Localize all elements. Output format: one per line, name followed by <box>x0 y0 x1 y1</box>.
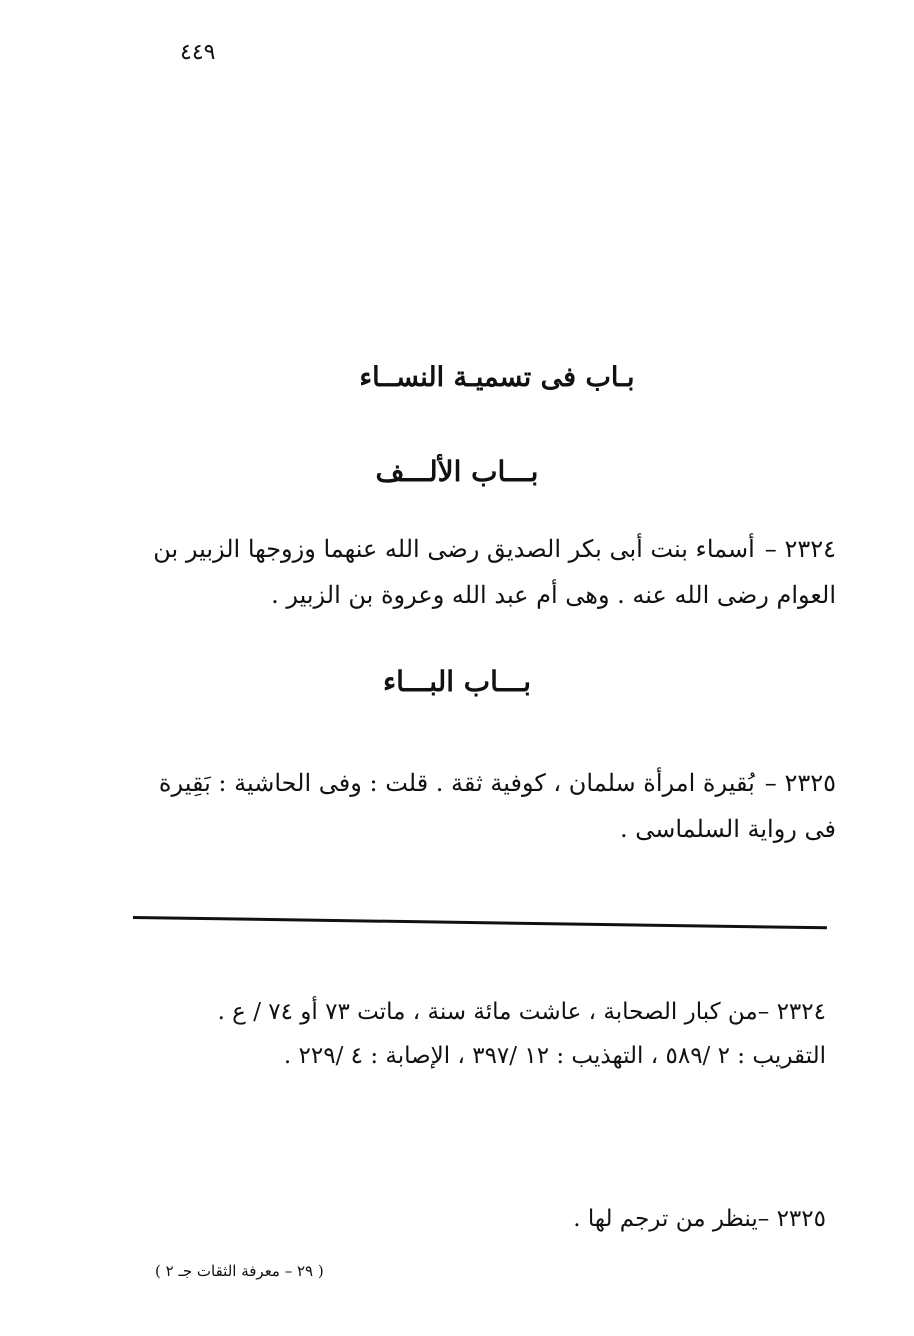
entry-number: ٢٣٢٥ – <box>764 769 836 797</box>
chapter-heading-alef: بـــاب الألـــف <box>375 455 539 488</box>
entry-number: ٢٣٢٤ – <box>764 535 836 563</box>
footnote-number: ٢٣٢٥ – <box>757 1206 826 1232</box>
entry-2324 <box>136 526 836 618</box>
entry-text: بُقيرة امرأة سلمان ، كوفية ثقة . قلت : وفى الحاشية : بَقِيرة فى رواية السلماسى . <box>158 769 836 843</box>
page-number: ٤٤٩ <box>180 40 216 65</box>
footnote-text: من كبار الصحابة ، عاشت مائة سنة ، ماتت ٧٣ أو ٧٤ / ع . <box>217 999 758 1025</box>
footnote-separator <box>133 916 827 929</box>
chapter-heading-baa: بـــاب البـــاء <box>382 665 532 698</box>
section-heading-women: بـاب فى تسميـة النســاء <box>359 362 635 393</box>
entry-2325 <box>136 760 836 852</box>
footnote-2324 <box>126 990 826 1078</box>
footnote-number: ٢٣٢٤ – <box>757 999 826 1025</box>
footnote-2325 <box>126 1197 826 1241</box>
signature-footer: ( ٢٩ – معرفة الثقات جـ ٢ ) <box>155 1262 324 1280</box>
footnote-references: التقريب : ٢ /٥٨٩ ، التهذيب : ١٢ /٣٩٧ ، الإصابة : ٤ /٢٢٩ . <box>283 1043 826 1069</box>
footnote-text: ينظر من ترجم لها . <box>573 1206 758 1232</box>
entry-text: أسماء بنت أبى بكر الصديق رضى الله عنهما وزوجها الزبير بن العوام رضى الله عنه . وهى أم عبد الله وعروة بن الزبير . <box>153 535 836 609</box>
